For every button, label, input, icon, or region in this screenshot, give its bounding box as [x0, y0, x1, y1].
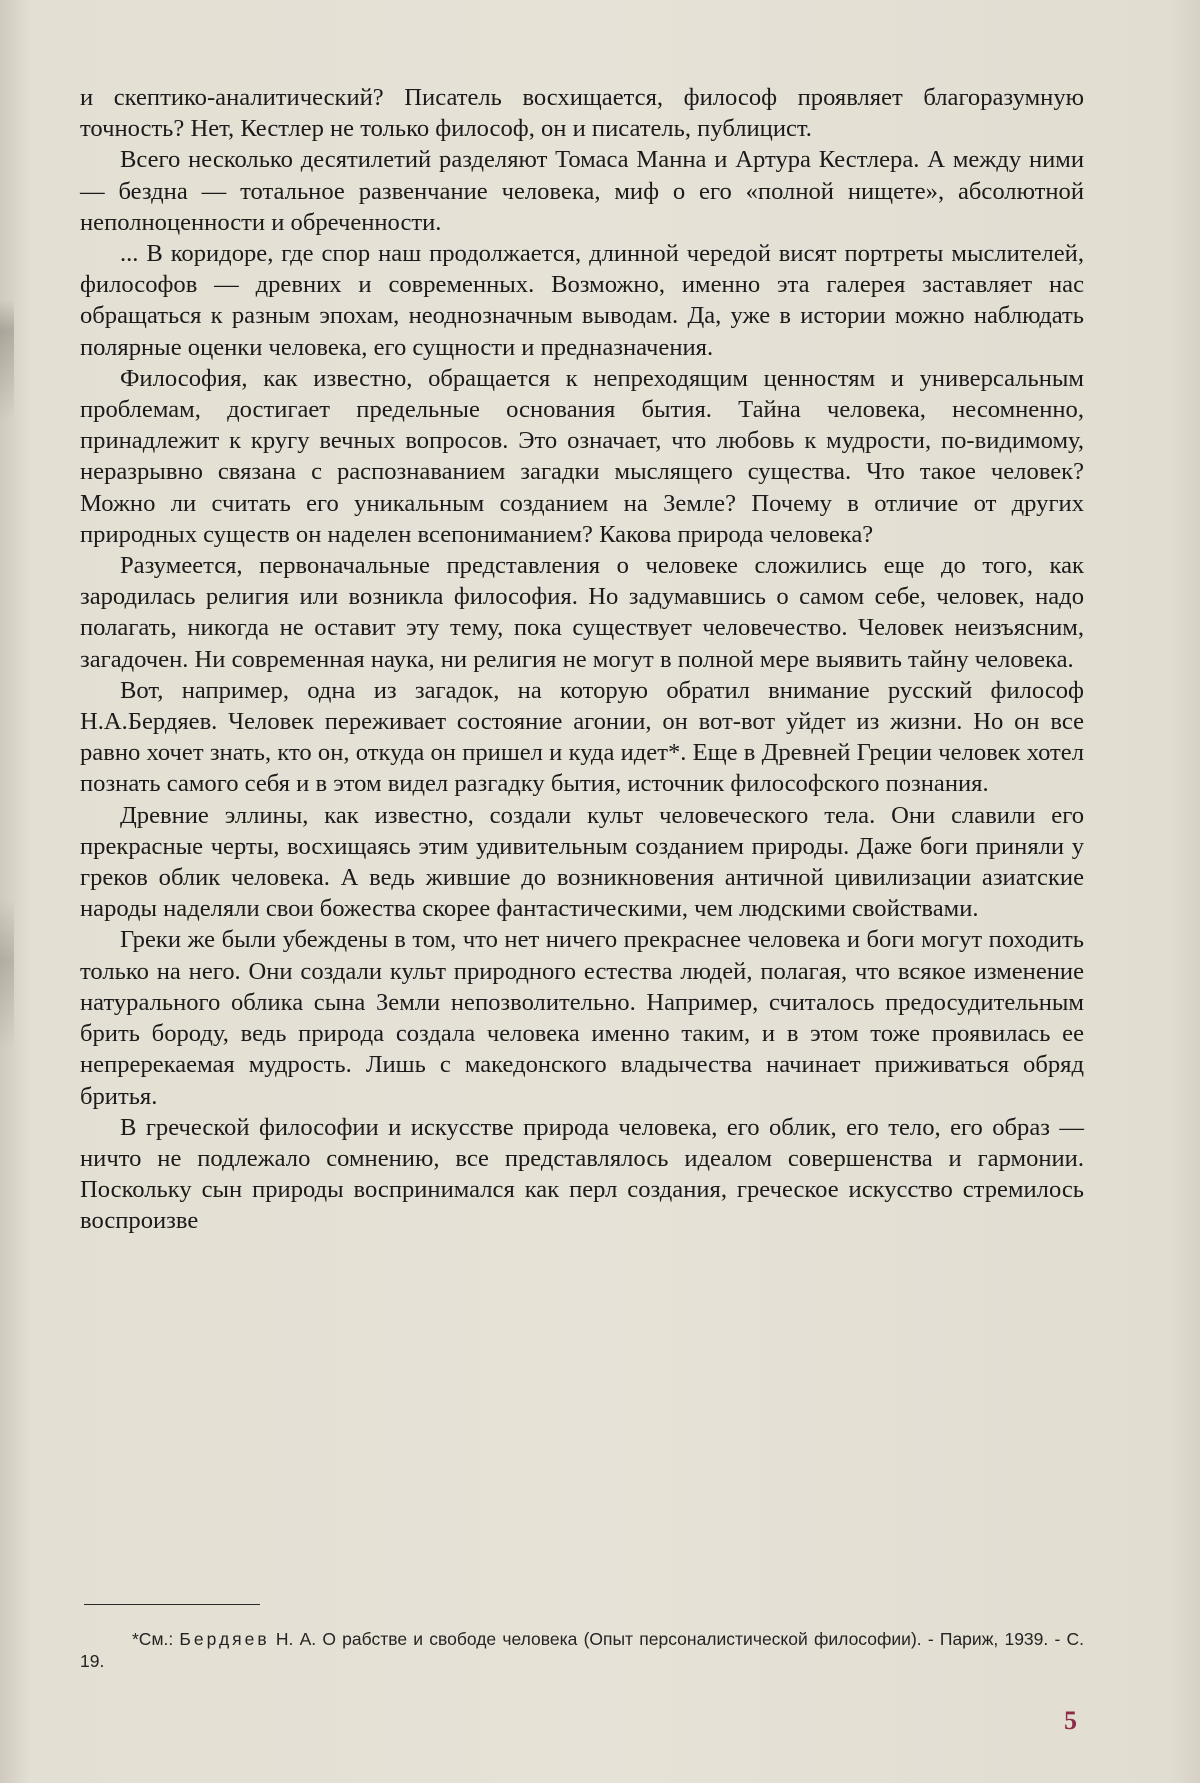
paragraph: В греческой философии и искусстве природа человека, его облик, его тело, его образ — ничто не подлежало сомнению, все представлялось идеалом совершенства и гармонии. Поскольку сын природы воспринимался как перл создания, греческое искусство стремилось воспроизве	[80, 1113, 1084, 1235]
paragraph: Разумеется, первоначальные представления о человеке сложились еще до того, как зародилась религия или возникла философия. Но задумавшись о самом себе, человек, надо полагать, никогда не оставит эту тему, пока существует человечество. Человек неизъясним, загадочен. Ни современная наука, ни религия не могут в полной мере выявить тайну человека.	[80, 552, 1084, 673]
paragraph: Философия, как известно, обращается к непреходящим ценностям и универсальным проблемам, достигает предельные основания бытия. Тайна человека, несомненно, принадлежит к кругу вечных вопросов. Это означает, что любовь к мудрости, по-видимому, неразрывно связана с распознаванием загадки мыслящего существа. Что такое человек? Можно ли считать его уникальным созданием на Земле? Почему в отличие от других природных существ он наделен всепониманием? Какова природа человека?	[80, 364, 1084, 548]
paragraph: Всего несколько десятилетий разделяют Томаса Манна и Артура Кестлера. А между ними — бездна — тотальное развенчание человека, миф о его «полной нищете», абсолютной неполноценности и обреченности.	[80, 146, 1084, 236]
paragraph: ... В коридоре, где спор наш продолжается, длинной чередой висят портреты мыслителей, философов — древних и современных. Возможно, именно эта галерея заставляет нас обращаться к разным эпохам, неоднозначным выводам. Да, уже в истории можно наблюдать полярные оценки человека, его сущности и предназначения.	[80, 240, 1084, 361]
paragraph: и скептико-аналитический? Писатель восхищается, философ проявляет благоразумную точность? Нет, Кестлер не только философ, он и писатель, публицист.	[80, 84, 1084, 143]
footnote	[80, 1628, 1084, 1672]
paragraph: Греки же были убеждены в том, что нет ничего прекраснее человека и боги могут походить только на него. Они создали культ природного естества людей, полагая, что всякое изменение натурального облика сына Земли непозволительно. Например, считалось предосудительным брить бороду, ведь природа создала человека именно таким, и в этом тоже проявилась ее непререкаемая мудрость. Лишь с македонского владычества начинает приживаться обряд бритья.	[80, 926, 1084, 1110]
footnote-prefix: *См.:	[132, 1629, 180, 1649]
binding-shadow	[0, 0, 14, 1783]
main-text	[80, 82, 1084, 1237]
footnote-text: Н. А. О рабстве и свободе человека (Опыт персоналистической философии). - Париж, 1939. - С. 19.	[80, 1629, 1084, 1671]
footnote-author: Бердяев	[179, 1629, 270, 1649]
footnote-divider	[84, 1604, 260, 1605]
paragraph: Вот, например, одна из загадок, на которую обратил внимание русский философ Н.А.Бердяев. Человек переживает состояние агонии, он вот-вот уйдет из жизни. Но он все равно хочет знать, кто он, откуда он пришел и куда идет*. Еще в Древней Греции человек хотел познать самого себя и в этом видел разгадку бытия, источник философского познания.	[80, 676, 1084, 798]
paragraph: Древние эллины, как известно, создали культ человеческого тела. Они славили его прекрасные черты, восхищаясь этим удивительным созданием природы. Даже боги приняли у греков облик человека. А ведь жившие до возникновения античной цивилизации азиатские народы наделяли свои божества скорее фантастическими, чем людскими свойствами.	[80, 801, 1084, 923]
page-number: 5	[1064, 1706, 1077, 1735]
